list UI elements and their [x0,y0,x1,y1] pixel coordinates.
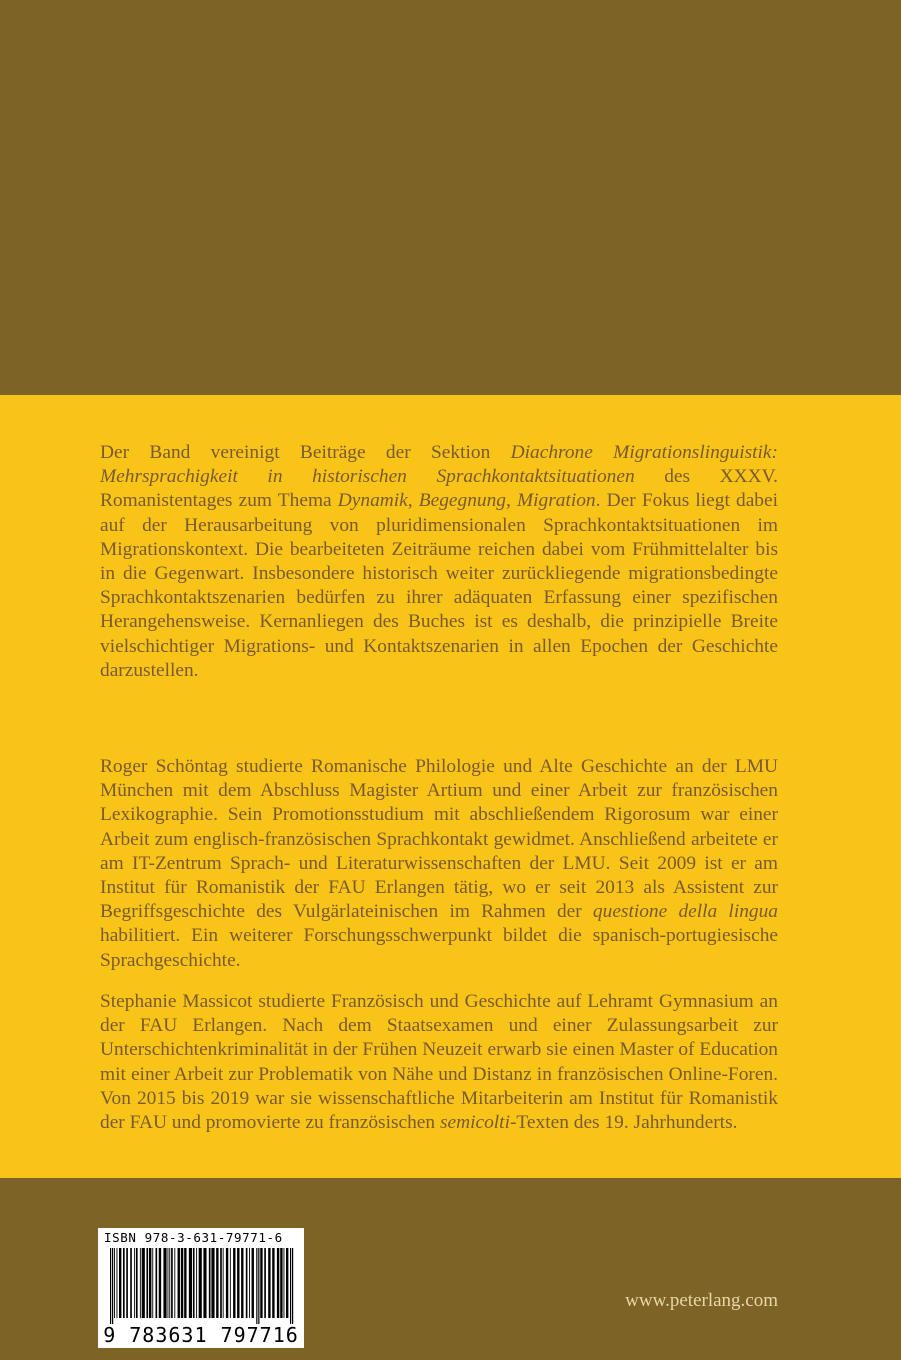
top-color-band [0,0,901,395]
barcode-bar [246,1248,248,1318]
barcode-bar [284,1248,285,1318]
blurb-paragraph [100,441,778,683]
barcode-bar [169,1248,170,1318]
barcode-bar [140,1248,141,1318]
barcode-bar [168,1248,169,1318]
barcode-bar [220,1248,222,1318]
barcode-bar [252,1248,254,1318]
barcode-bar [152,1248,153,1318]
barcode-bar [268,1248,270,1318]
publisher-website: www.peterlang.com [625,1290,778,1311]
bio2-text-1: Stephanie Massicot studierte Französisch und Geschichte auf Lehramt Gymnasium an der FAU Erlangen. Nach dem Staatsexamen und einer Zulassungsarbeit zur Unterschichtenkriminalität in der Frühen Neuzeit erwarb sie einen Master of Education mit einer Arbeit zur Problematik von Nähe und Distanz in französischen Online-Foren. Von 2015 bis 2019 war sie wissenschaftliche Mitarbeiterin am Institut für Romanistik der FAU und promovierte zu französischen [100,991,778,1134]
barcode-bar [290,1248,291,1324]
barcode-bar [136,1248,138,1318]
barcode-bar [142,1248,145,1318]
author-bio-schoentag [100,755,778,973]
barcode-bar [292,1248,293,1324]
barcode-bar [226,1248,228,1318]
barcode-bar [277,1248,279,1318]
bio1-text-2: habilitiert. Ein weiterer Forschungsschwerpunkt bildet die spanisch-portugiesische Sprachgeschichte. [100,925,778,971]
barcode-bar [117,1248,118,1318]
barcode-bar [178,1248,180,1318]
barcode-bar [249,1248,250,1318]
barcode-bar [230,1248,231,1318]
section-title: Diachrone Migrationslinguistik: Mehrsprachigkeit in historischen Sprachkontaktsituationen [100,442,778,488]
barcode-bar [233,1248,235,1318]
barcode-bar [260,1248,262,1318]
barcode-bar [123,1248,125,1318]
bio1-italic: questione della lingua [592,901,778,923]
conference-theme: Dynamik, Begegnung, Migration [337,490,596,512]
barcode-bar [241,1248,243,1318]
barcode-bar [110,1248,111,1324]
barcode-bar [174,1248,175,1318]
author-bio-massicot [100,990,778,1135]
barcode-bar [258,1248,259,1324]
barcode-bar [181,1248,183,1318]
barcode-bar [209,1248,211,1318]
barcode-bar [203,1248,206,1318]
bio1-text-1: Roger Schöntag studierte Romanische Philologie und Alte Geschichte an der LMU München mit dem Abschluss Magister Artium und einer Arbeit zur französischen Lexikographie. Sein Promotionsstudium mit abschließendem Rigorosum war einer Arbeit zum englisch-französischen Sprachkontakt gewidmet. Anschließend arbeitete er am IT-Zentrum Sprach- und Literaturwissenschaften der LMU. Seit 2009 ist er am Institut für Romanistik der FAU Erlangen tätig, wo er seit 2013 als Assistent zur Begriffsgeschichte des Vulgärlateinischen im Rahmen der [100,756,778,923]
barcode-bar [163,1248,166,1318]
bio2-italic: semicolti [439,1112,510,1134]
barcode-bar [119,1248,121,1318]
barcode-bar [189,1248,192,1318]
barcode-bar [216,1248,218,1318]
barcode-digits: 9 783631 797716 [103,1323,299,1347]
barcode-bar [171,1248,173,1318]
barcode-bar [156,1248,158,1318]
barcode-bar [280,1248,282,1318]
barcode-bar [134,1248,135,1318]
blurb-text-3: . Der Fokus liegt dabei auf der Herausarbeitung von pluridimensionalen Sprachkontaktsituationen im Migrationskontext. Die bearbeiteten Zeiträume reichen dabei vom Frühmittelalter bis in die Gegenwart. Insbesondere historisch weiter zurückliegende migrationsbedingte Sprachkontaktszenarien bedürfen zu ihrer adäquaten Erfassung einer spezifischen Herangehensweise. Kernanliegen des Buches ist es deshalb, die prinzipielle Breite vielschichtiger Migrations- und Kontaktszenarien in allen Epochen der Geschichte darzustellen. [100,490,778,681]
blurb-text-2: des XXXV. Romanistentages zum Thema [100,466,778,512]
barcode-bar [193,1248,195,1318]
barcode-bar [126,1248,128,1318]
barcode-bar [237,1248,239,1318]
barcode-bar [264,1248,266,1318]
barcode-bar [256,1248,257,1324]
barcode-bar [159,1248,161,1318]
isbn-label: ISBN 978-3-631-79771-6 [104,1230,283,1245]
bio2-text-2: -Texten des 19. Jahrhunderts. [509,1112,738,1134]
barcode-bar [112,1248,113,1324]
barcode-bar [130,1248,132,1318]
barcode-bar [114,1248,115,1318]
blurb-text-1: Der Band vereinigt Beiträge der Sektion [100,442,511,463]
isbn-barcode [98,1228,304,1348]
barcode-bar [146,1248,148,1318]
barcode-bar [272,1248,274,1318]
barcode-bar [199,1248,202,1318]
barcode-bar [211,1248,214,1318]
barcode-bar [184,1248,186,1318]
barcode-bar [286,1248,288,1318]
barcode-bars [102,1248,300,1324]
barcode-bar [223,1248,224,1318]
barcode-bar [196,1248,197,1318]
barcode-bar [149,1248,151,1318]
